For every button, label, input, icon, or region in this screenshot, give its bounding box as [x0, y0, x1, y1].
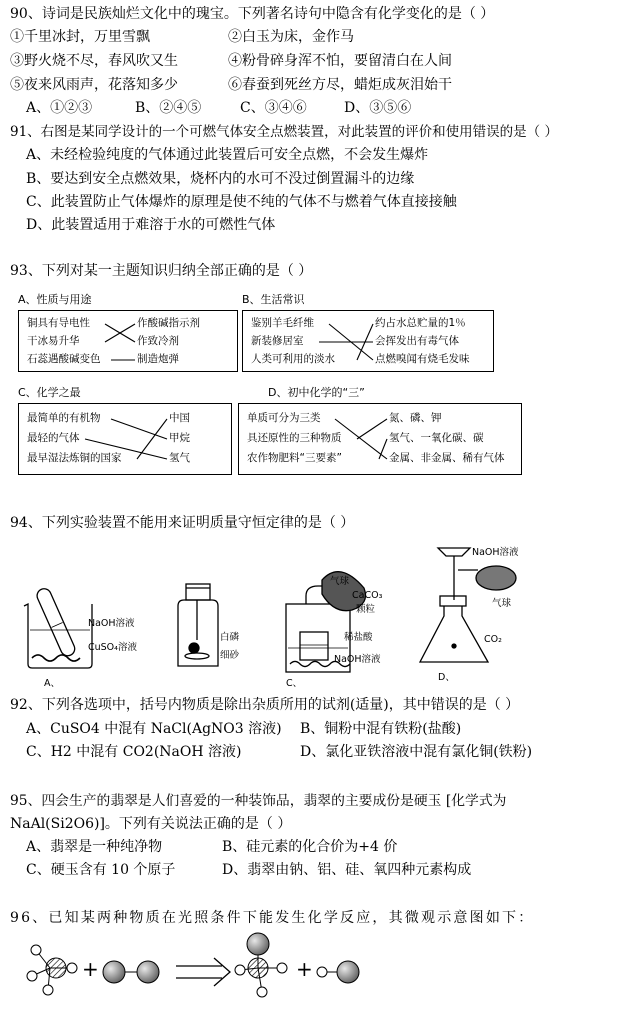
q91-option-c: C、此装置防止气体爆炸的原理是使不纯的气体不与燃着气体直接接触: [26, 194, 457, 210]
product-molecule-1: [235, 933, 287, 997]
plus-sign-1: +: [82, 957, 99, 981]
q95-stem-line1: 95、四会生产的翡翠是人们喜爱的一种装饰品，翡翠的主要成份是硬玉 [化学式为: [10, 793, 507, 809]
label-d1: NaOH溶液: [472, 547, 519, 558]
box-d-left-3: 农作物肥料“三要素”: [247, 452, 342, 464]
box-c-right-2: 甲烷: [169, 432, 190, 444]
box-b-left-2: 新装修居室: [251, 335, 304, 347]
q90-item-2: ②白玉为床，金作马: [228, 29, 354, 45]
label-c5: NaOH溶液: [334, 654, 381, 665]
q94-stem: 94、下列实验装置不能用来证明质量守恒定律的是（ ）: [10, 515, 355, 531]
box-d-right-1: 氮、磷、钾: [389, 412, 442, 424]
q95-option-b: B、硅元素的化合价为+4 价: [222, 839, 398, 855]
q92-option-b: B、铜粉中混有铁粉(盐酸): [300, 721, 462, 737]
box-c-left-3: 最早湿法炼铜的国家: [27, 452, 122, 464]
box-b-left-1: 鉴别羊毛纤维: [251, 317, 314, 329]
label-c6: C、: [286, 678, 303, 689]
q95-option-d: D、翡翠由钠、铝、硅、氧四种元素构成: [222, 862, 472, 878]
q90-stem: 90、诗词是民族灿烂文化中的瑰宝。下列著名诗句中隐含有化学变化的是（ ）: [10, 6, 495, 22]
box-d-right-3: 金属、非金属、稀有气体: [389, 452, 505, 464]
box-d-left-2: 具还原性的三种物质: [247, 432, 342, 444]
label-c3: 颗粒: [356, 604, 376, 615]
box-a-right-2: 作致冷剂: [137, 335, 179, 347]
q90-option-c: C、③④⑥: [240, 100, 307, 116]
product-molecule-2: [317, 961, 359, 983]
box-c-right-1: 中国: [169, 412, 190, 424]
label-b2: 细砂: [220, 650, 240, 661]
box-a-right-1: 作酸碱指示剂: [137, 317, 200, 329]
box-c-right-3: 氢气: [169, 452, 190, 464]
q90-option-b: B、②④⑤: [135, 100, 202, 116]
box-b-right-3: 点燃嗅闻有烧毛发味: [375, 353, 470, 365]
q91-stem: 91、右图是某同学设计的一个可燃气体安全点燃装置，对此装置的评价和使用错误的是（ ）: [10, 124, 558, 140]
box-c-left-1: 最简单的有机物: [27, 412, 101, 424]
q93-box-c-title: C、化学之最: [18, 386, 81, 399]
label-a2: CuSO₄溶液: [88, 642, 137, 653]
q95-option-c: C、硬玉含有 10 个原子: [26, 862, 176, 878]
q90-item-3: ③野火烧不尽，春风吹又生: [10, 53, 178, 69]
label-d2: 气球: [492, 598, 512, 609]
box-a-left-3: 石蕊遇酸碱变色: [27, 353, 101, 365]
box-d-right-2: 氢气、一氧化碳、碳: [389, 432, 484, 444]
q92-option-d: D、氯化亚铁溶液中混有氯化铜(铁粉): [300, 744, 533, 760]
q90-item-5: ⑤夜来风雨声，花落知多少: [10, 77, 178, 93]
q91-option-d: D、此装置适用于难溶于水的可燃性气体: [26, 217, 276, 233]
box-c-left-2: 最轻的气体: [27, 432, 80, 444]
q92-stem: 92、下列各选项中，括号内物质是除出杂质所用的试剂(适量)，其中错误的是（ ）: [10, 697, 520, 713]
q93-box-b-title: B、生活常识: [242, 293, 305, 306]
box-d-left-1: 单质可分为三类: [247, 412, 321, 424]
q92-option-c: C、H2 中混有 CO2(NaOH 溶液): [26, 744, 242, 760]
box-b-right-1: 约占水总贮量的1％: [375, 317, 466, 329]
q90-item-6: ⑥春蚕到死丝方尽，蜡炬成灰泪始干: [228, 77, 452, 93]
plus-sign-2: +: [296, 957, 313, 981]
label-a1: NaOH溶液: [88, 618, 135, 629]
reactant-molecule-2: [103, 961, 159, 983]
label-c2: CaCO₃: [352, 590, 383, 601]
q93-box-a-title: A、性质与用途: [18, 293, 92, 306]
q96-stem: 96、已知某两种物质在光照条件下能发生化学反应，其微观示意图如下：: [10, 910, 535, 926]
box-a-right-3: 制造炮弹: [137, 353, 179, 365]
q91-option-a: A、未经检验纯度的气体通过此装置后可安全点燃，不会发生爆炸: [26, 147, 429, 163]
q90-item-1: ①千里冰封，万里雪飘: [10, 29, 150, 45]
box-b-right-2: 会挥发出有毒气体: [375, 335, 459, 347]
label-c4: 稀盐酸: [344, 632, 373, 643]
label-b1: 白磷: [220, 632, 240, 643]
label-d3: CO₂: [484, 634, 502, 645]
reactant-molecule-1: [27, 945, 77, 995]
label-c1: 气球: [330, 576, 350, 587]
q95-option-a: A、翡翠是一种纯净物: [26, 839, 163, 855]
reaction-arrow: [176, 958, 230, 986]
q93-stem: 93、下列对某一主题知识归纳全部正确的是（ ）: [10, 263, 313, 279]
q92-option-a: A、CuSO4 中混有 NaCl(AgNO3 溶液): [26, 721, 282, 737]
label-a3: A、: [44, 678, 60, 689]
box-b-left-3: 人类可利用的淡水: [251, 353, 335, 365]
q90-item-4: ④粉骨碎身浑不怕，要留清白在人间: [228, 53, 452, 69]
label-d4: D、: [438, 672, 455, 683]
box-a-left-2: 干冰易升华: [27, 335, 80, 347]
q95-stem-line2: NaAl(Si2O6)]。下列有关说法正确的是（ ）: [10, 816, 292, 832]
q93-box-d-title: D、初中化学的“三”: [268, 386, 365, 399]
box-a-left-1: 铜具有导电性: [27, 317, 90, 329]
q91-option-b: B、要达到安全点燃效果，烧杯内的水可不没过倒置漏斗的边缘: [26, 171, 415, 187]
q90-option-d: D、③⑤⑥: [344, 100, 412, 116]
q90-option-a: A、①②③: [26, 100, 93, 116]
